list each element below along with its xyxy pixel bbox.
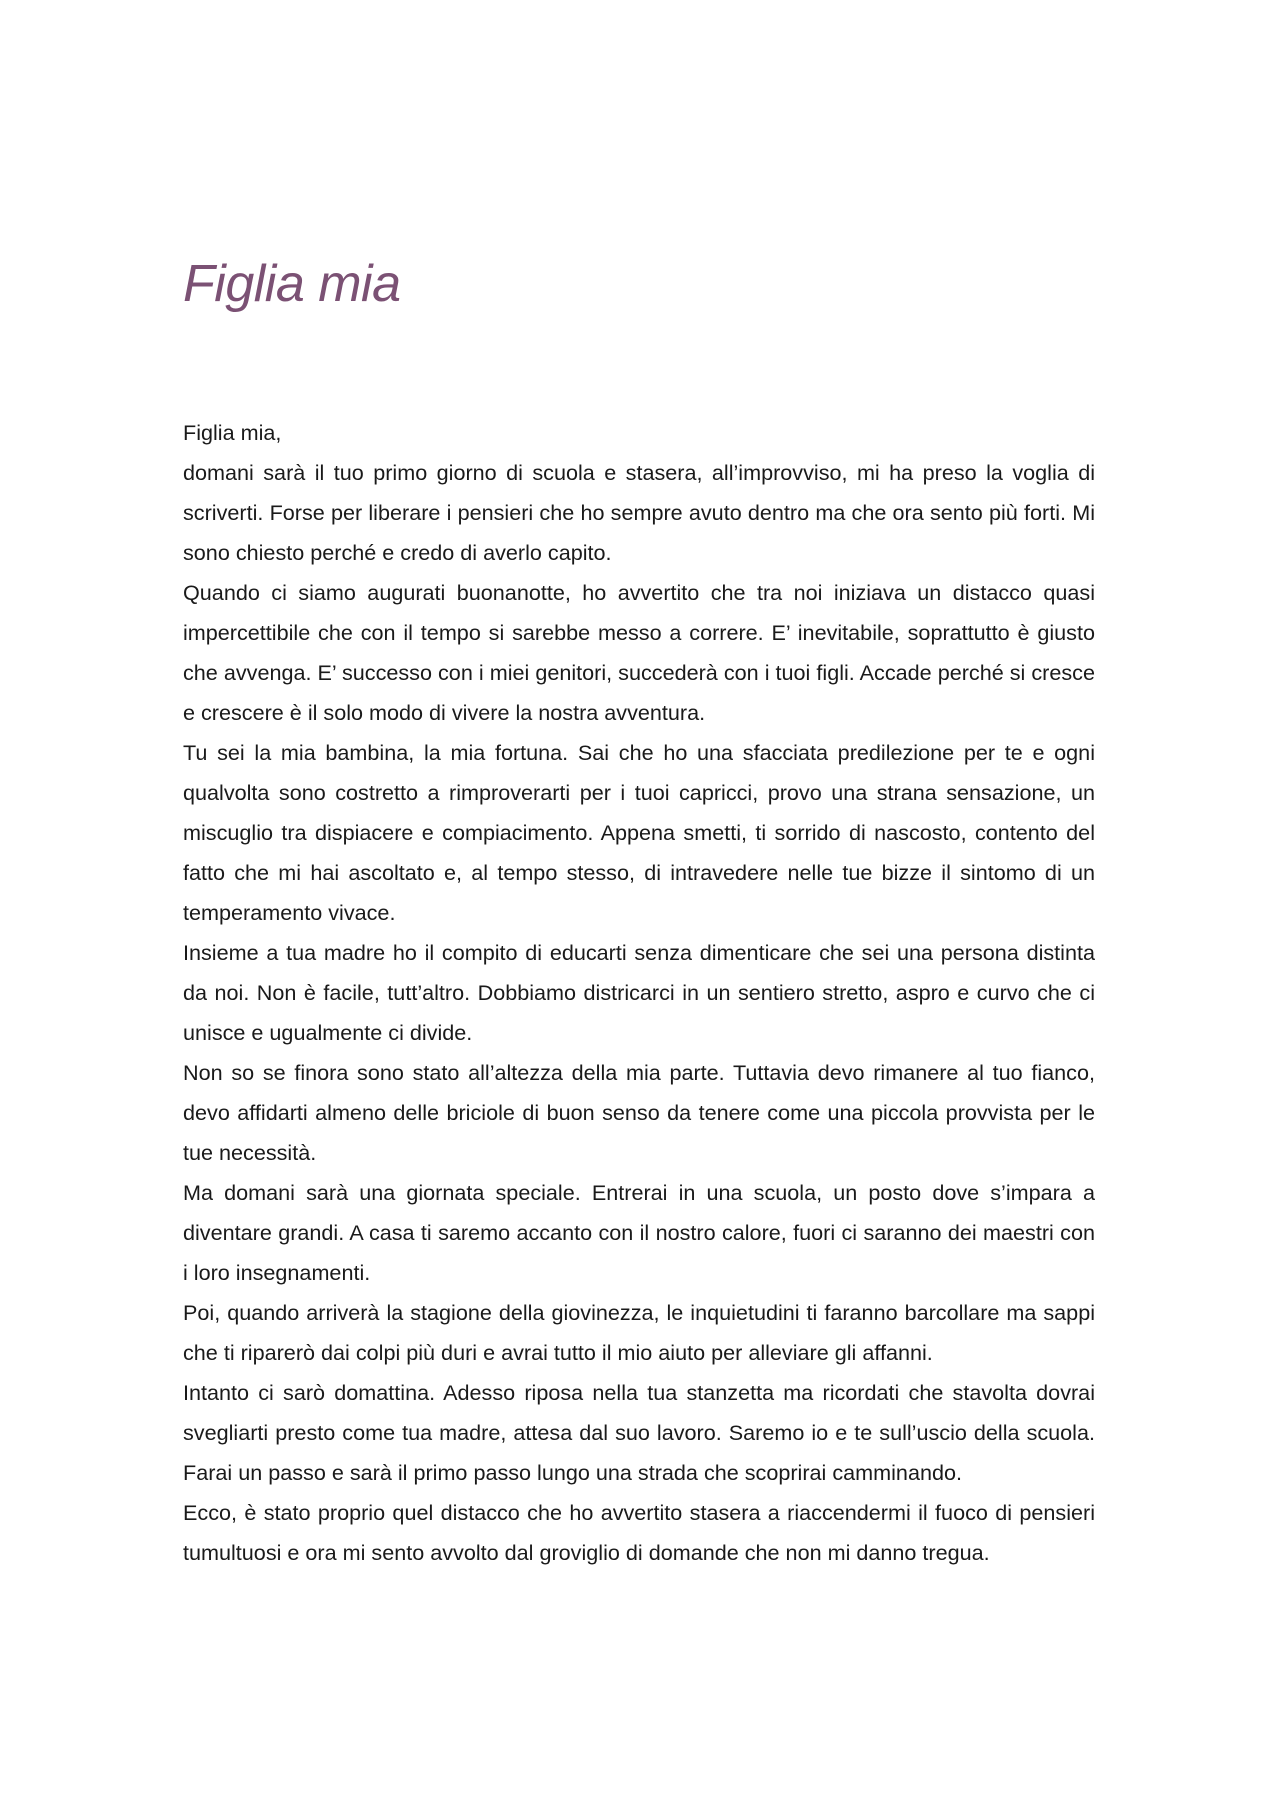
paragraph: domani sarà il tuo primo giorno di scuola e stasera, all’improvviso, mi ha preso la voglia di scriverti. Forse per liberare i pensieri che ho sempre avuto dentro ma che ora sento più forti. Mi sono chiesto perché e credo di averlo capito. — [183, 460, 1095, 565]
paragraph: Poi, quando arriverà la stagione della giovinezza, le inquietudini ti faranno barcollare ma sappi che ti riparerò dai colpi più duri e avrai tutto il mio aiuto per alleviare gli affanni. — [183, 1300, 1095, 1365]
paragraph: Intanto ci sarò domattina. Adesso riposa nella tua stanzetta ma ricordati che stavolta dovrai svegliarti presto come tua madre, attesa dal suo lavoro. Saremo io e te sull’uscio della scuola. Farai un passo e sarà il primo passo lungo una strada che scoprirai camminando. — [183, 1380, 1095, 1485]
paragraph: Non so se finora sono stato all’altezza della mia parte. Tuttavia devo rimanere al tuo fianco, devo affidarti almeno delle briciole di buon senso da tenere come una piccola provvista per le tue necessità. — [183, 1060, 1095, 1165]
page-title: Figlia mia — [183, 255, 401, 313]
paragraph: Tu sei la mia bambina, la mia fortuna. Sai che ho una sfacciata predilezione per te e ogni qualvolta sono costretto a rimproverarti per i tuoi capricci, provo una strana sensazione, un miscuglio tra dispiacere e compiacimento. Appena smetti, ti sorrido di nascosto, contento del fatto che mi hai ascoltato e, al tempo stesso, di intravedere nelle tue bizze il sintomo di un temperamento vivace. — [183, 740, 1095, 925]
paragraph: Ma domani sarà una giornata speciale. Entrerai in una scuola, un posto dove s’impara a diventare grandi. A casa ti saremo accanto con il nostro calore, fuori ci saranno dei maestri con i loro insegnamenti. — [183, 1180, 1095, 1285]
paragraph: Insieme a tua madre ho il compito di educarti senza dimenticare che sei una persona distinta da noi. Non è facile, tutt’altro. Dobbiamo districarci in un sentiero stretto, aspro e curvo che ci unisce e ugualmente ci divide. — [183, 940, 1095, 1045]
letter-body — [183, 413, 1095, 1573]
salutation: Figlia mia, — [183, 420, 282, 445]
paragraph: Ecco, è stato proprio quel distacco che ho avvertito stasera a riaccendermi il fuoco di pensieri tumultuosi e ora mi sento avvolto dal groviglio di domande che non mi danno tregua. — [183, 1500, 1095, 1565]
paragraph: Quando ci siamo augurati buonanotte, ho avvertito che tra noi iniziava un distacco quasi impercettibile che con il tempo si sarebbe messo a correre. E’ inevitabile, soprattutto è giusto che avvenga. E’ successo con i miei genitori, succederà con i tuoi figli. Accade perché si cresce e crescere è il solo modo di vivere la nostra avventura. — [183, 580, 1095, 725]
